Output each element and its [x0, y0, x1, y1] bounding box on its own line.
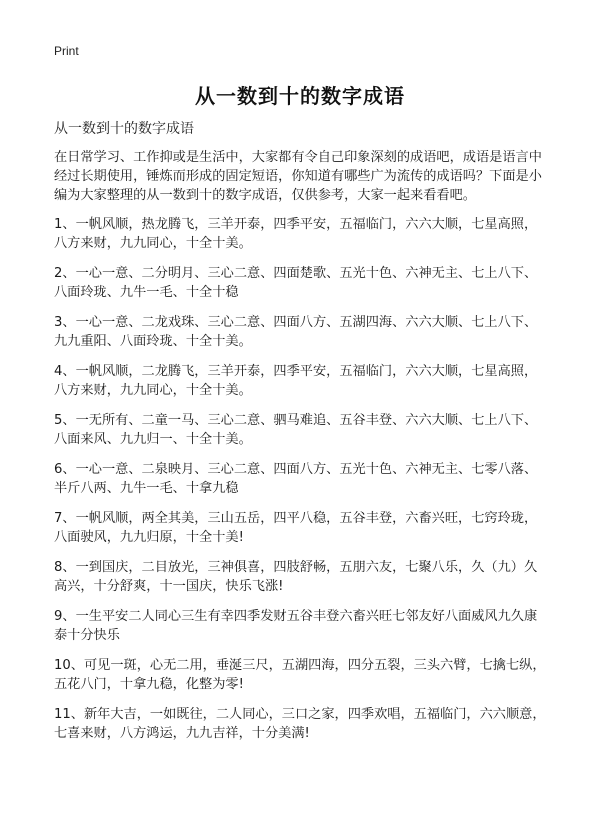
idiom-list-item: 1、一帆风顺，热龙腾飞，三羊开泰，四季平安，五福临门，六六大顺，七星高照，八方来财，九九同心，十全十美。 [54, 217, 538, 251]
idiom-list-item: 6、一心一意、二泉映月、三心二意、四面八方、五光十色、六神无主、七零八落、半斤八两、九牛一毛、十拿九稳 [54, 462, 538, 496]
page-title: 从一数到十的数字成语 [195, 84, 405, 108]
idiom-list-item: 7、一帆风顺，两全其美，三山五岳，四平八稳，五谷丰登，六畜兴旺，七窍玲珑，八面驶风，九九归原，十全十美! [54, 511, 538, 545]
idiom-list-item: 8、一到国庆，二目放光，三神俱喜，四肢舒畅，五朋六友，七聚八乐，久（九）久高兴，十分舒爽，十一国庆，快乐飞涨! [54, 560, 538, 594]
idiom-list-item: 10、可见一斑，心无二用，垂涎三尺，五湖四海，四分五裂，三头六臂，七擒七纵，五花八门，十拿九稳，化整为零! [54, 658, 546, 692]
idiom-list-item: 11、新年大吉，一如既往，二人同心，三口之家，四季欢唱，五福临门，六六顺意，七喜来财，八方鸿运，九九吉祥，十分美满! [54, 707, 546, 741]
idiom-list-item: 9、一生平安二人同心三生有幸四季发财五谷丰登六畜兴旺七邻友好八面威风九久康泰十分快乐 [54, 609, 538, 643]
article-body [54, 148, 550, 754]
print-link[interactable]: Print [54, 44, 79, 58]
idiom-list-item: 3、一心一意、二龙戏珠、三心二意、四面八方、五湖四海、六六大顺、七上八下、九九重阳、八面玲珑、十全十美。 [54, 315, 538, 349]
idiom-list-item: 4、一帆风顺，二龙腾飞，三羊开泰，四季平安，五福临门，六六大顺，七星高照，八方来财，九九同心，十全十美。 [54, 364, 538, 398]
intro-paragraph: 在日常学习、工作抑或是生活中，大家都有令自己印象深刻的成语吧，成语是语言中经过长期使用，锤炼而形成的固定短语，你知道有哪些广为流传的成语吗？下面是小编为大家整理的从一数到十的数字成语，仅供参考，大家一起来看看吧。 [54, 150, 542, 203]
idiom-list-item: 5、一无所有、二童一马、三心二意、驷马难追、五谷丰登、六六大顺、七上八下、八面来风、九九归一、十全十美。 [54, 413, 538, 447]
article-subtitle: 从一数到十的数字成语 [54, 121, 194, 137]
idiom-list-item: 2、一心一意、二分明月、三心二意、四面楚歌、五光十色、六神无主、七上八下、八面玲珑、九牛一毛、十全十稳 [54, 266, 538, 300]
